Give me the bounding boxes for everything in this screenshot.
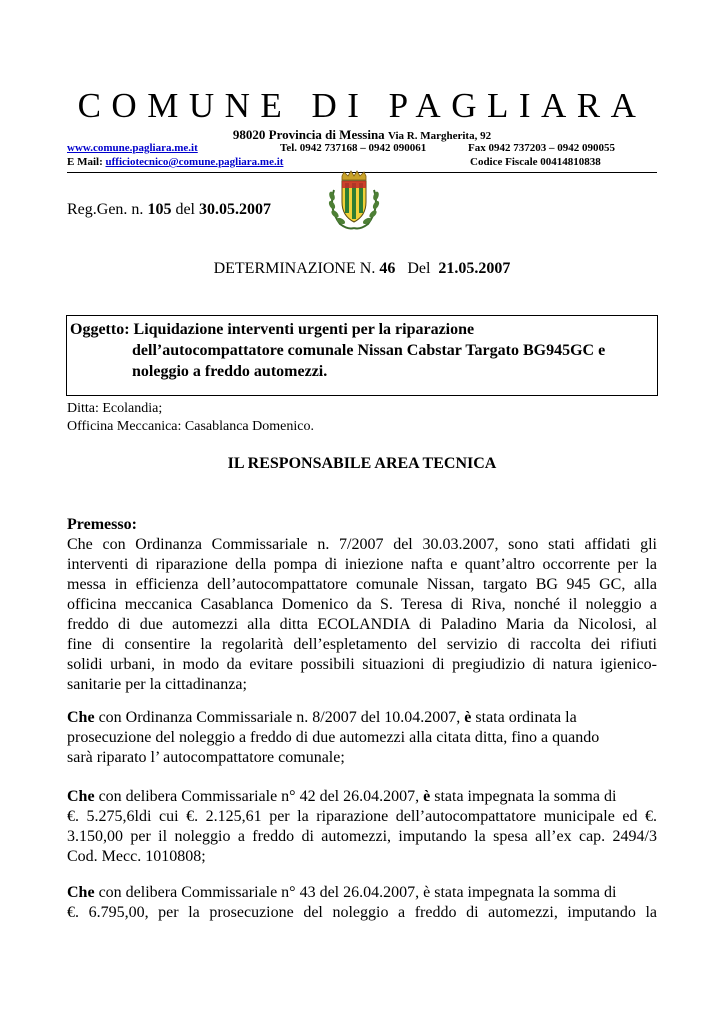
- registration-number: 105: [147, 201, 172, 218]
- paragraph-delibera-42: [67, 787, 657, 867]
- paragraph-line: fine di consentire la regolarità dell’espletamento del servizio di raccolta dei rifiuti: [67, 636, 657, 653]
- address: Via R. Margherita, 92: [387, 130, 492, 142]
- ditta-line: Ditta: Ecolandia;: [67, 401, 163, 416]
- paragraph-line: Che con delibera Commissariale n° 42 del 26.04.2007, è stata impegnata la somma di: [67, 788, 617, 805]
- municipal-crest-icon: [326, 170, 382, 232]
- registration-line: Reg.Gen. n. 105 del 30.05.2007: [67, 201, 271, 218]
- registration-date: 30.05.2007: [198, 201, 271, 218]
- paragraph-line: sarà riparato l’ autocompattatore comunale;: [67, 749, 345, 766]
- subject-line-1: Liquidazione interventi urgenti per la riparazione: [133, 321, 475, 338]
- paragraph-line: €. 5.275,6ldi cui €. 2.125,61 per la riparazione dell’autocompattatore municipale ed €.: [67, 808, 657, 825]
- paragraph-line: freddo di due automezzi alla ditta ECOLANDIA di Paladino Maria da Nicolosi, al: [67, 616, 657, 633]
- section-heading: IL RESPONSABILE AREA TECNICA: [227, 455, 497, 472]
- paragraph-line: messa in efficienza dell’autocompattatore comunale Nissan, targato BG 945 GC, alla: [67, 576, 657, 593]
- subject: [70, 319, 605, 382]
- province-line: [0, 127, 724, 143]
- determination-date: 21.05.2007: [438, 260, 511, 277]
- fax: Fax 0942 737203 – 0942 090055: [468, 142, 615, 154]
- paragraph-line: Che con delibera Commissariale n° 43 del 26.04.2007, è stata impegnata la somma di: [67, 884, 617, 901]
- paragraph-line: Che con Ordinanza Commissariale n. 8/2007 del 10.04.2007, è stata ordinata la: [67, 709, 577, 726]
- paragraph-line: 3.150,00 per il noleggio a freddo di automezzi, imputando la spesa all’ex cap. 2494/3: [67, 828, 657, 845]
- premesso-paragraph: [67, 515, 657, 695]
- subject-line-2: dell’autocompattatore comunale Nissan Cabstar Targato BG945GC e: [132, 342, 606, 359]
- telephone: Tel. 0942 737168 – 0942 090061: [280, 142, 427, 154]
- paragraph-line: prosecuzione del noleggio a freddo di due automezzi alla citata ditta, fino a quando: [67, 729, 600, 746]
- paragraph-line: sanitarie per la cittadinanza;: [67, 676, 247, 693]
- paragraph-line: solidi urbani, in modo da evitare possibili situazioni di pregiudizio di natura igienico-: [67, 656, 657, 673]
- determination-line: DETERMINAZIONE N. 46 Del 21.05.2007: [213, 260, 511, 277]
- paragraph-delibera-43: [67, 883, 657, 923]
- subject-label: Oggetto:: [70, 321, 130, 338]
- email-line: [67, 156, 283, 168]
- paragraph-line: officina meccanica Casablanca Domenico da S. Teresa di Riva, nonché il noleggio a: [67, 596, 657, 613]
- website-link[interactable]: www.comune.pagliara.me.it: [67, 142, 198, 154]
- officina-line: Officina Meccanica: Casablanca Domenico.: [67, 419, 314, 434]
- subject-line-3: noleggio a freddo automezzi.: [132, 363, 328, 380]
- parties: [67, 400, 314, 436]
- paragraph-line: €. 6.795,00, per la prosecuzione del noleggio a freddo di automezzi, imputando la: [67, 904, 657, 921]
- determination-number: 46: [379, 260, 396, 277]
- paragraph-line: Cod. Mecc. 1010808;: [67, 848, 206, 865]
- premesso-label: Premesso:: [67, 516, 137, 533]
- fiscal-code: Codice Fiscale 00414810838: [470, 156, 601, 168]
- email-label: E Mail:: [67, 156, 103, 168]
- email-link[interactable]: ufficiotecnico@comune.pagliara.me.it: [105, 156, 284, 168]
- paragraph-line: Che con Ordinanza Commissariale n. 7/2007 del 30.03.2007, sono stati affidati gli: [67, 536, 657, 553]
- paragraph-line: interventi di riparazione della pompa di iniezione nafta e quant’altro occorrente per la: [67, 556, 657, 573]
- paragraph-ordinanza-8: [67, 708, 657, 768]
- municipality-title: COMUNE DI PAGLIARA: [77, 86, 647, 125]
- province: 98020 Provincia di Messina: [232, 127, 385, 142]
